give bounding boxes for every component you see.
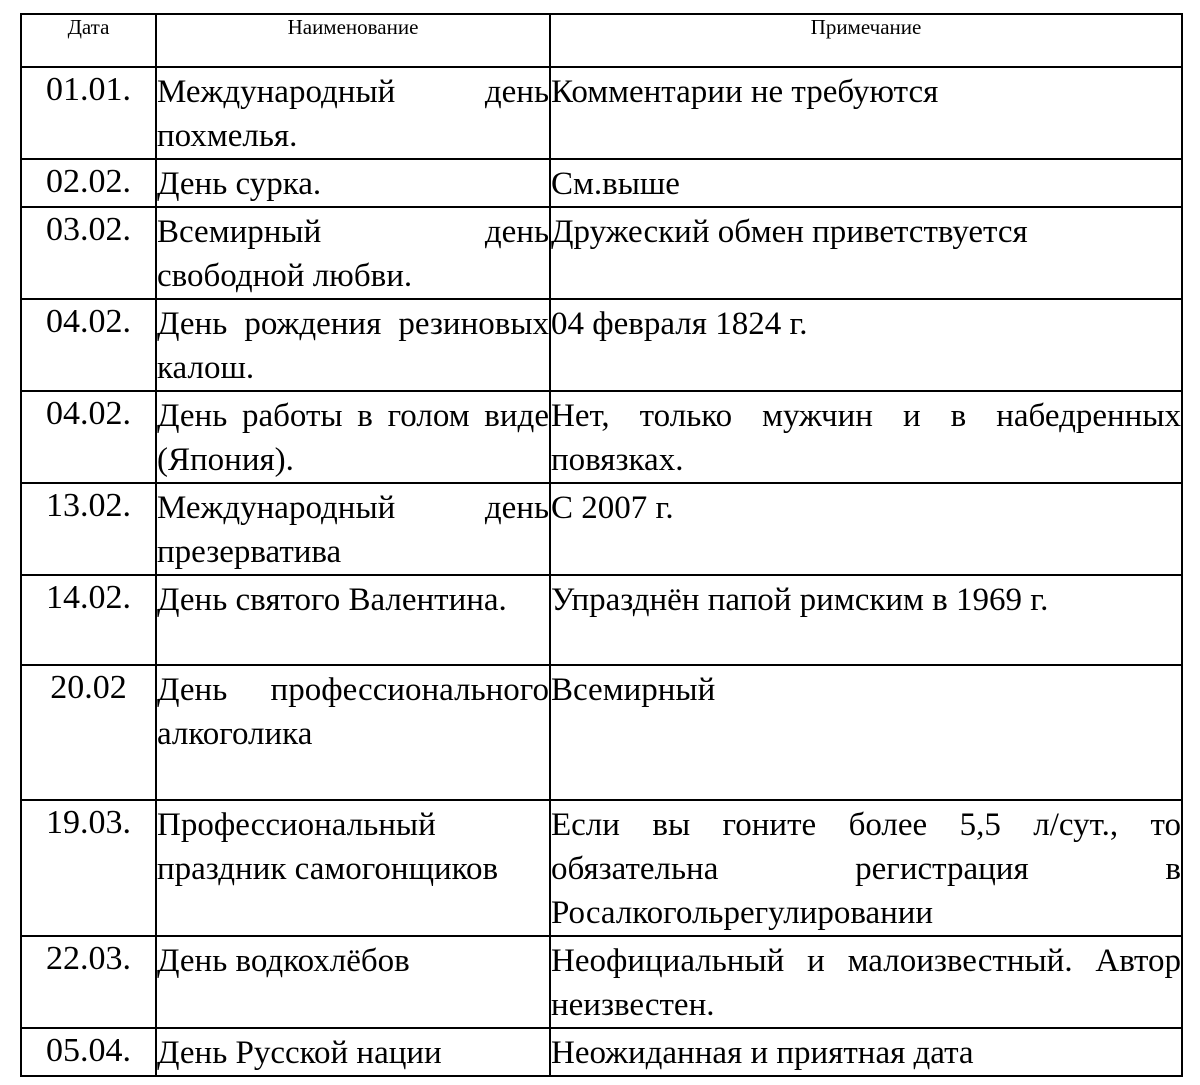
name-cell: [156, 483, 550, 575]
name-cell: [156, 800, 550, 936]
date-cell: 22.03.: [21, 936, 156, 1028]
name-text: День святого Валентина.: [157, 582, 507, 618]
header-note: Примечание: [550, 14, 1182, 67]
table-row: [21, 159, 1182, 207]
name-cell: [156, 665, 550, 800]
table-row: [21, 936, 1182, 1028]
name-text: День работы в голом виде (Япония).: [157, 398, 549, 478]
table-row: [21, 483, 1182, 575]
note-cell: [550, 483, 1182, 575]
name-cell: [156, 391, 550, 483]
table-row: [21, 575, 1182, 665]
note-cell: [550, 936, 1182, 1028]
note-cell: [550, 159, 1182, 207]
note-text: Упразднён папой римским в 1969 г.: [551, 582, 1049, 618]
date-cell: 20.02: [21, 665, 156, 800]
note-text: Нет, только мужчин и в набедренных повязках.: [551, 398, 1181, 478]
date-cell: 03.02.: [21, 207, 156, 299]
note-text: 04 февраля 1824 г.: [551, 306, 808, 342]
name-text: День Русской нации: [157, 1035, 442, 1071]
date-cell: 02.02.: [21, 159, 156, 207]
name-text: День рождения резиновых калош.: [157, 306, 549, 386]
table-row: [21, 207, 1182, 299]
name-cell: [156, 159, 550, 207]
table-row: [21, 391, 1182, 483]
date-cell: 04.02.: [21, 391, 156, 483]
header-date: Дата: [21, 14, 156, 67]
header-name: Наименование: [156, 14, 550, 67]
name-text: День сурка.: [157, 166, 322, 202]
note-text: См.выше: [551, 166, 680, 202]
note-text: Комментарии не требуются: [551, 74, 939, 110]
name-cell: [156, 67, 550, 159]
note-text: Если вы гоните более 5,5 л/сут., то обязательна регистрация в Росалкогольрегулировании: [551, 807, 1181, 931]
note-text: Неофициальный и малоизвестный. Автор неизвестен.: [551, 943, 1181, 1023]
holidays-table: [20, 13, 1183, 1077]
note-cell: [550, 575, 1182, 665]
table-row: [21, 800, 1182, 936]
note-text: Всемирный: [551, 672, 716, 708]
table-row: [21, 299, 1182, 391]
note-text: С 2007 г.: [551, 490, 674, 526]
date-cell: 14.02.: [21, 575, 156, 665]
note-cell: [550, 800, 1182, 936]
name-text: День профессионального алкоголика: [157, 672, 549, 752]
table-row: [21, 665, 1182, 800]
date-cell: 13.02.: [21, 483, 156, 575]
table-row: [21, 67, 1182, 159]
name-cell: [156, 207, 550, 299]
name-text: Международный день презерватива: [157, 490, 549, 570]
note-cell: [550, 67, 1182, 159]
date-cell: 01.01.: [21, 67, 156, 159]
date-cell: 19.03.: [21, 800, 156, 936]
date-cell: 05.04.: [21, 1028, 156, 1076]
note-cell: [550, 299, 1182, 391]
note-cell: [550, 391, 1182, 483]
note-text: Неожиданная и приятная дата: [551, 1035, 974, 1071]
header-row: [21, 14, 1182, 67]
name-text: Международный день похмелья.: [157, 74, 549, 154]
name-text: Всемирный день свободной любви.: [157, 214, 549, 294]
note-cell: [550, 207, 1182, 299]
name-cell: [156, 575, 550, 665]
name-cell: [156, 299, 550, 391]
name-cell: [156, 1028, 550, 1076]
table-row: [21, 1028, 1182, 1076]
note-cell: [550, 1028, 1182, 1076]
note-cell: [550, 665, 1182, 800]
date-cell: 04.02.: [21, 299, 156, 391]
name-cell: [156, 936, 550, 1028]
name-text: Профессиональный праздник самогонщиков: [157, 807, 499, 887]
name-text: День водкохлёбов: [157, 943, 410, 979]
note-text: Дружеский обмен приветствуется: [551, 214, 1028, 250]
